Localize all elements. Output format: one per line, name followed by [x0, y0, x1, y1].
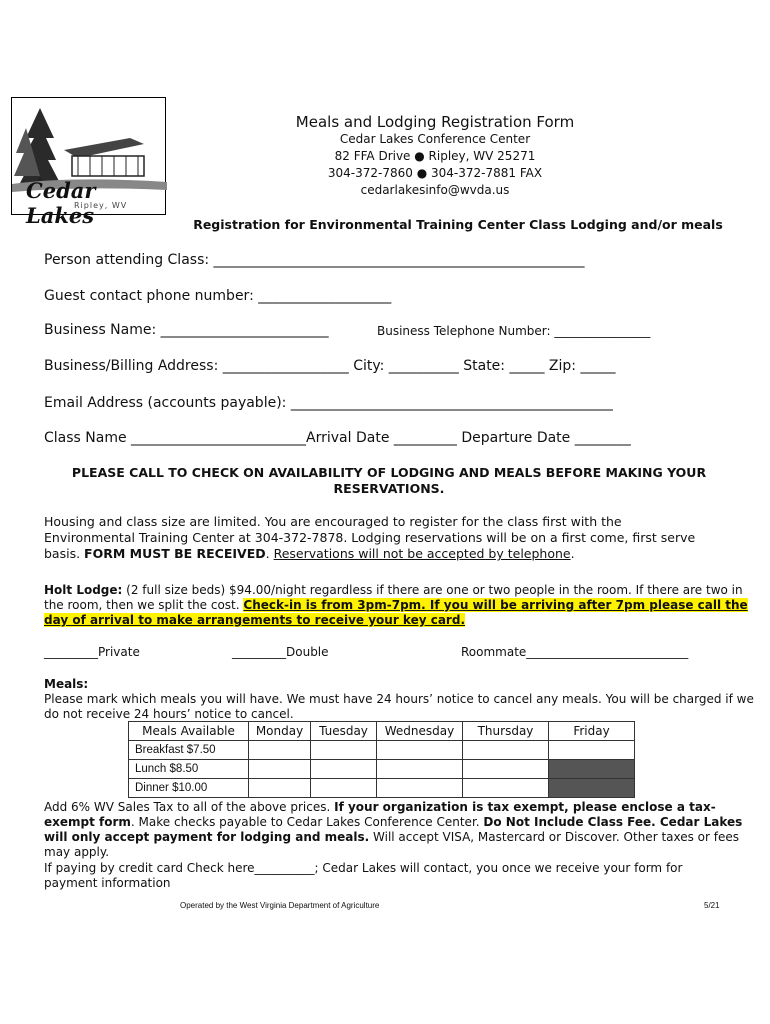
business-name-field[interactable]: Business Name: ________________________ — [44, 322, 329, 338]
meals-table — [128, 721, 635, 798]
unavailable-cell — [549, 760, 635, 779]
roommate-field[interactable]: Roommate___________________________ — [461, 645, 689, 659]
meal-checkbox[interactable] — [463, 741, 549, 760]
tax-text: may apply. — [44, 845, 110, 859]
double-room-option[interactable]: _________Double — [232, 645, 329, 659]
housing-text: Housing and class size are limited. You are encouraged to register for the class first with the — [44, 514, 622, 529]
class-name-field[interactable]: Class Name _________________________Arrival Date _________ Departure Date ________ — [44, 430, 631, 446]
day-header-thursday: Thursday — [463, 722, 549, 741]
org-address: 82 FFA Drive ● Ripley, WV 25271 — [334, 149, 536, 163]
meal-checkbox[interactable] — [249, 760, 311, 779]
form-title: Meals and Lodging Registration Form — [295, 113, 575, 131]
meal-breakfast: Breakfast $7.50 — [129, 741, 249, 760]
person-attending-field[interactable]: Person attending Class: _____________________________________________________ — [44, 252, 585, 268]
meal-checkbox[interactable] — [311, 760, 377, 779]
availability-notice: PLEASE CALL TO CHECK ON AVAILABILITY OF LODGING AND MEALS BEFORE MAKING YOUR — [71, 465, 707, 480]
day-header-tuesday: Tuesday — [311, 722, 377, 741]
guest-phone-field[interactable]: Guest contact phone number: ___________________ — [44, 288, 392, 304]
tax-text: payment information — [44, 876, 171, 890]
table-row — [129, 760, 635, 779]
meal-lunch: Lunch $8.50 — [129, 760, 249, 779]
meals-heading: Meals: — [44, 677, 89, 691]
tax-text: Add 6% WV Sales Tax to all of the above prices. If your organization is tax exempt, please enclose a tax- — [44, 800, 716, 814]
meal-dinner: Dinner $10.00 — [129, 779, 249, 798]
table-row — [129, 722, 635, 741]
meal-checkbox[interactable] — [463, 779, 549, 798]
email-field[interactable]: Email Address (accounts payable): ______________________________________________ — [44, 395, 613, 411]
meals-instructions: Please mark which meals you will have. We must have 24 hours’ notice to cancel any meals. You will be charged if we — [44, 692, 754, 706]
registration-title: Registration for Environmental Training Center Class Lodging and/or meals — [193, 217, 723, 232]
org-name: Cedar Lakes Conference Center — [339, 132, 531, 146]
unavailable-cell — [549, 779, 635, 798]
table-row — [129, 779, 635, 798]
meal-checkbox[interactable] — [377, 779, 463, 798]
tax-text: exempt form. Make checks payable to Cedar Lakes Conference Center. Do Not Include Class Fee. Cedar Lakes — [44, 815, 743, 829]
meal-checkbox[interactable] — [377, 760, 463, 779]
meals-available-header: Meals Available — [129, 722, 249, 741]
cedar-lakes-logo — [11, 97, 166, 228]
housing-text: Environmental Training Center at 304-372-7878. Lodging reservations will be on a first come, first serve — [44, 530, 696, 545]
table-row — [129, 741, 635, 760]
meals-instructions: do not receive 24 hours’ notice to cancel. — [44, 707, 294, 721]
meal-checkbox[interactable] — [311, 741, 377, 760]
private-room-option[interactable]: _________Private — [44, 645, 140, 659]
meal-checkbox[interactable] — [377, 741, 463, 760]
tax-text: will only accept payment for lodging and meals. Will accept VISA, Mastercard or Discover. Other taxes or fees — [44, 830, 740, 844]
logo-text: Cedar Lakes — [26, 178, 96, 228]
day-header-friday: Friday — [549, 722, 635, 741]
logo-subtext: Ripley, WV — [74, 201, 128, 210]
meal-checkbox[interactable] — [549, 741, 635, 760]
availability-notice-cont: RESERVATIONS. — [333, 481, 445, 496]
day-header-monday: Monday — [249, 722, 311, 741]
credit-card-field[interactable]: If paying by credit card Check here__________; Cedar Lakes will contact, you once we receive your form for — [44, 861, 683, 875]
footer-date: 5/21 — [704, 901, 720, 910]
meal-checkbox[interactable] — [249, 741, 311, 760]
business-phone-field[interactable]: Business Telephone Number: ________________ — [377, 324, 651, 338]
footer-operated: Operated by the West Virginia Department of Agriculture — [180, 901, 380, 910]
holt-lodge-text: the room, then we split the cost. Check-in is from 3pm-7pm. If you will be arriving after 7pm please call the — [44, 598, 748, 612]
meal-checkbox[interactable] — [463, 760, 549, 779]
org-phone: 304-372-7860 ● 304-372-7881 FAX — [327, 166, 543, 180]
holt-lodge-text: day of arrival to make arrangements to receive your key card. — [44, 613, 465, 627]
meal-checkbox[interactable] — [311, 779, 377, 798]
org-email: cedarlakesinfo@wvda.us — [360, 183, 510, 197]
day-header-wednesday: Wednesday — [377, 722, 463, 741]
billing-address-field[interactable]: Business/Billing Address: __________________ City: __________ State: _____ Zip: _____ — [44, 358, 616, 374]
housing-text: basis. FORM MUST BE RECEIVED. Reservations will not be accepted by telephone. — [44, 546, 575, 561]
meal-checkbox[interactable] — [249, 779, 311, 798]
holt-lodge-text: Holt Lodge: (2 full size beds) $94.00/night regardless if there are one or two people in the room. If there are two in — [44, 583, 743, 597]
